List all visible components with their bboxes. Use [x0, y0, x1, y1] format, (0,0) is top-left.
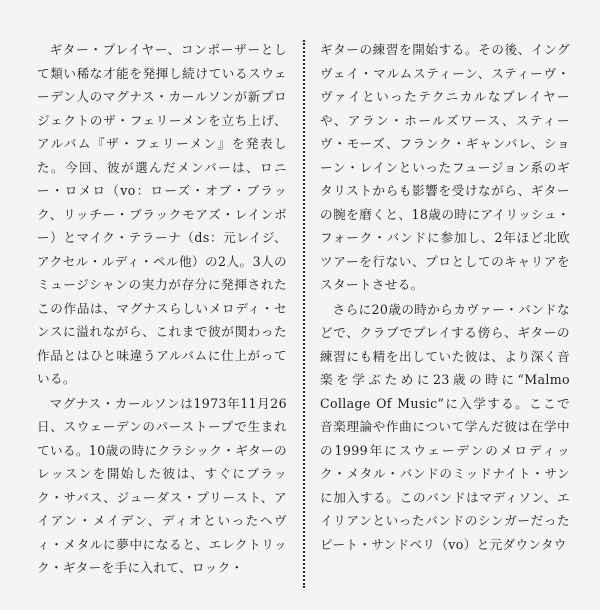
left-text-column [37, 38, 287, 580]
paragraph-biography-start: マグナス・カールソンは1973年11月26日、スウェーデンのパーストープで生まれている。10歳の時にクラシック・ギターのレッスンを開始した彼は、すぐにブラック・サバス、ジューダス・プリースト、アイアン・メイデン、ディオといったヘヴィ・メタルに夢中になると、エレクトリック・ギターを手に入れて、ロック・ [37, 395, 287, 575]
paragraph-career: さらに20歳の時からカヴァー・バンドなどで、クラブでプレイする傍ら、ギターの練習にも精を出していた彼は、より深く音楽を学ぶために23歳の時に“Malmo Collage Of Music”に入学する。ここで音楽理論や作曲について学んだ彼は在学中の1999年にスウェーデンのメロディック・メタル・バンドのミッドナイト・サンに加入する。このバンドはマディソン、エイリアンといったバンドのシンガーだったピート・サンドベリ（vo）と元ダウンタウ [320, 301, 570, 552]
paragraph-intro: ギター・プレイヤー、コンポーザーとして類い稀な才能を発揮し続けているスウェーデン人のマグナス・カールソンが新プロジェクトのザ・フェリーメンを立ち上げ、アルバム『ザ・フェリーメン』を発表した。今回、彼が選んだメンバーは、ロニー・ロメロ（vo：ローズ・オブ・ブラック、リッチー・ブラックモアズ・レインボー）とマイク・テラーナ（ds：元レイジ、アクセル・ルディ・ペル他）の2人。3人のミュージシャンの実力が存分に発揮されたこの作品は、マグナスらしいメロディ・センスに溢れながら、これまで彼が関わった作品とはひと味違うアルバムに仕上がっている。 [37, 42, 287, 386]
dotted-column-divider [303, 40, 305, 588]
right-text-column [320, 38, 570, 556]
paragraph-biography-continued: ギターの練習を開始する。その後、イングヴェイ・マルムスティーン、スティーヴ・ヴァイといったテクニカルなプレイヤーや、アラン・ホールズワース、スティーヴ・モーズ、フランク・ギャンバレ、ショーン・レインといったフュージョン系のギタリストからも影響を受けながら、ギターの腕を磨くと、18歳の時にアイリッシュ・フォーク・バンドに参加し、2年ほど北欧ツアーを行ない、プロとしてのキャリアをスタートさせる。 [320, 42, 570, 292]
